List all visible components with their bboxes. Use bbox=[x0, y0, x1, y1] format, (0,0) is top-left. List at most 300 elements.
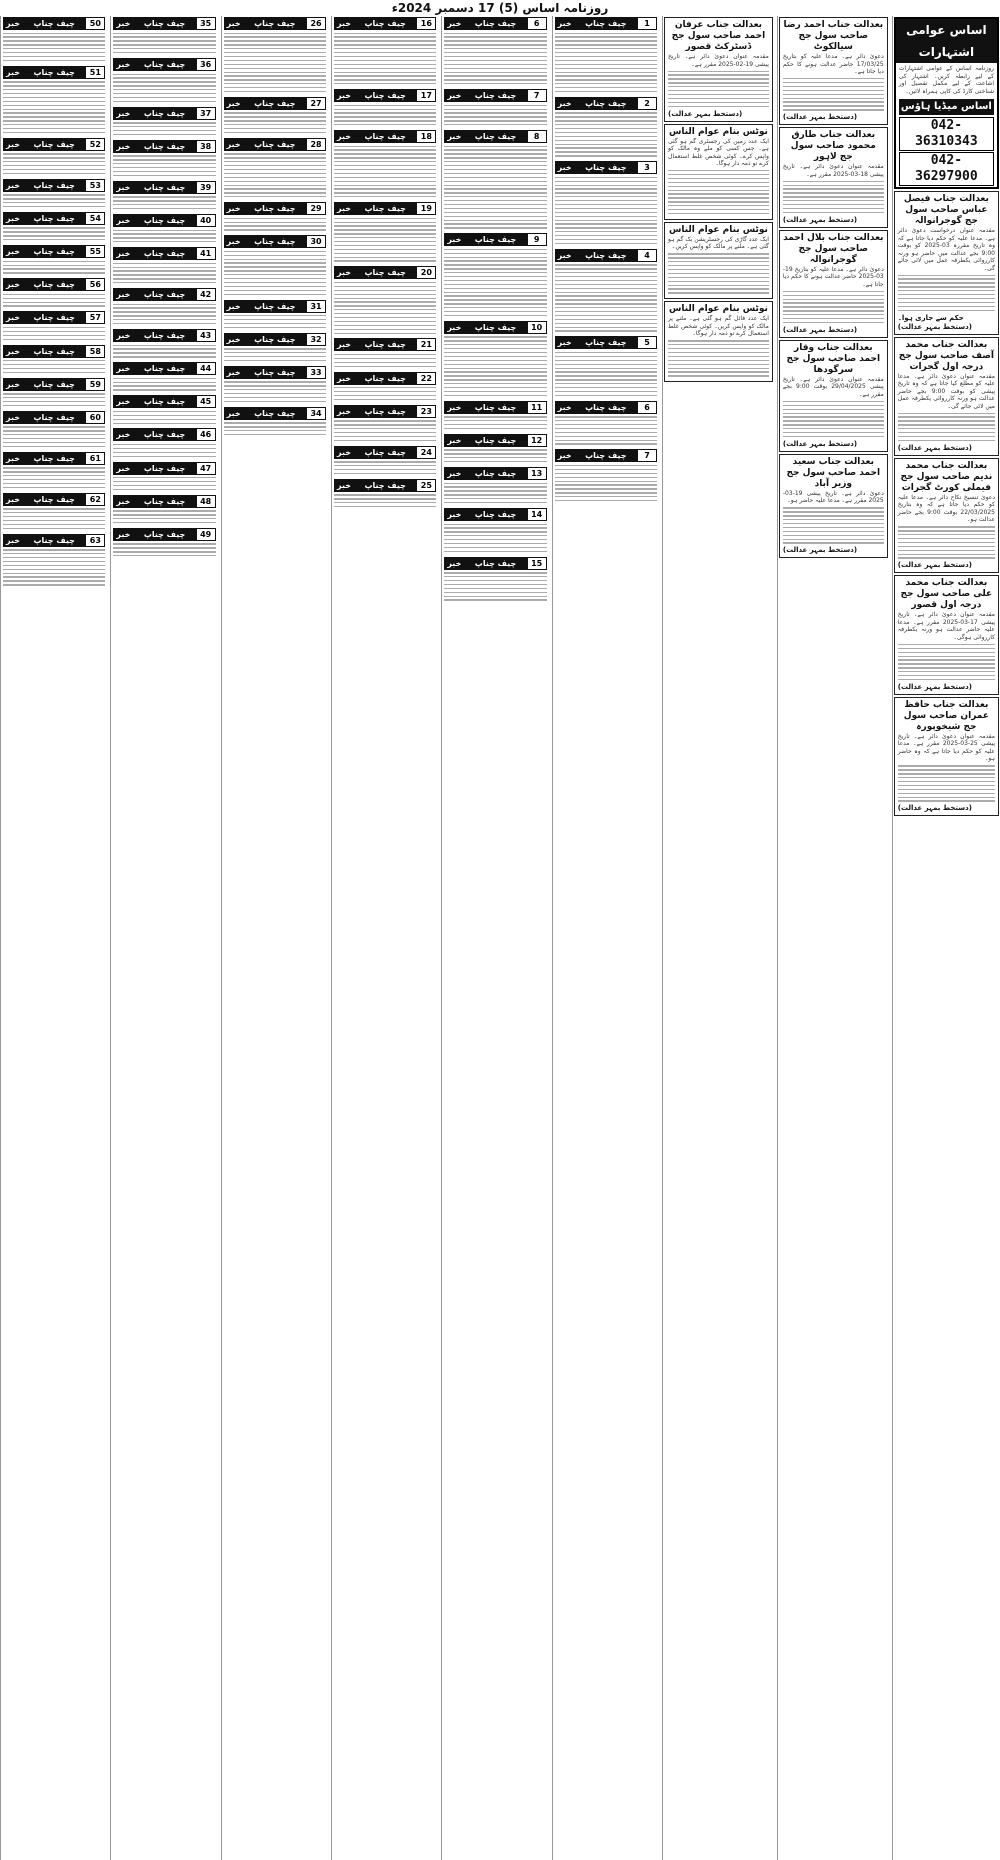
text-line bbox=[334, 257, 436, 258]
text-line bbox=[334, 286, 436, 287]
text-line bbox=[444, 284, 546, 285]
notice-title: بعدالت جناب عرفان احمد صاحب سول جج ڈسٹرکٹ قصور bbox=[671, 20, 766, 52]
news-item-header bbox=[3, 138, 105, 151]
text-line bbox=[334, 309, 436, 310]
text-line bbox=[668, 375, 769, 376]
text-line bbox=[555, 395, 657, 396]
text-line bbox=[444, 383, 546, 384]
text-line bbox=[224, 385, 326, 386]
news-item bbox=[442, 88, 548, 129]
news-item-label: چیف چناپ bbox=[33, 412, 75, 422]
news-item-label: چیف چناپ bbox=[33, 213, 75, 223]
court-notice bbox=[894, 575, 999, 695]
news-column bbox=[441, 16, 548, 1860]
text-line bbox=[555, 364, 657, 365]
text-line bbox=[3, 298, 105, 299]
text-line bbox=[444, 535, 546, 536]
text-line bbox=[444, 288, 546, 289]
text-line bbox=[444, 596, 546, 597]
news-item-header bbox=[113, 181, 215, 194]
text-line bbox=[334, 153, 436, 154]
news-item-header bbox=[224, 407, 326, 420]
news-item-label: چیف چناپ bbox=[585, 338, 627, 348]
news-item bbox=[111, 527, 217, 560]
news-item-number: 35 bbox=[196, 17, 216, 30]
news-item-label: چیف چناپ bbox=[143, 529, 186, 539]
news-text-lines bbox=[3, 360, 105, 373]
text-line bbox=[334, 290, 436, 291]
text-line bbox=[224, 79, 326, 80]
news-item-label: چیف چناپ bbox=[474, 91, 517, 101]
text-line bbox=[668, 98, 769, 99]
text-line bbox=[3, 331, 105, 332]
text-line bbox=[555, 492, 657, 493]
text-line bbox=[224, 255, 326, 256]
text-line bbox=[113, 382, 215, 383]
text-line bbox=[444, 543, 546, 544]
text-line bbox=[898, 275, 995, 276]
news-item-number: 46 bbox=[196, 428, 216, 441]
text-line bbox=[783, 185, 884, 186]
news-item-number: 24 bbox=[416, 446, 436, 459]
news-item-number: 5 bbox=[637, 336, 657, 349]
news-item-number: 8 bbox=[527, 130, 547, 143]
news-text-lines bbox=[3, 549, 105, 585]
text-line bbox=[555, 147, 657, 148]
notice-footer: (دستخط بمہر عدالت) bbox=[782, 215, 858, 224]
ad-text: روزنامہ اساس کے عوامی اشتہارات کے لیے رابطہ کریں۔ اشتہار کی اشاعت کے لیے مکمل تفصیل اور شناختی کارڈ کی کاپی ہمراہ لائیں۔ bbox=[898, 65, 994, 95]
text-line bbox=[224, 266, 326, 267]
news-item-label: چیف چناپ bbox=[143, 215, 186, 225]
text-line bbox=[334, 44, 436, 45]
news-item-number: 58 bbox=[85, 345, 105, 358]
text-line bbox=[334, 321, 436, 322]
text-line bbox=[898, 440, 995, 441]
text-line bbox=[3, 487, 105, 488]
text-line bbox=[898, 659, 995, 660]
text-line bbox=[3, 520, 105, 521]
news-item-number: 26 bbox=[306, 17, 326, 30]
news-item-tag: خبر bbox=[6, 346, 21, 356]
news-item-tag: خبر bbox=[337, 406, 352, 416]
news-text-lines bbox=[444, 249, 546, 316]
text-line bbox=[555, 120, 657, 121]
news-item bbox=[553, 335, 659, 399]
text-line bbox=[444, 360, 546, 361]
text-line bbox=[668, 74, 769, 75]
news-item-number: 15 bbox=[527, 557, 547, 570]
text-line bbox=[3, 60, 105, 61]
text-line bbox=[668, 190, 769, 191]
text-line bbox=[3, 479, 105, 480]
text-line bbox=[334, 325, 436, 326]
text-line bbox=[783, 420, 884, 421]
news-text-lines bbox=[224, 218, 326, 231]
text-line bbox=[334, 391, 436, 392]
text-line bbox=[555, 48, 657, 49]
news-item-tag: خبر bbox=[116, 59, 131, 69]
text-line bbox=[113, 163, 215, 164]
text-line bbox=[444, 584, 546, 585]
text-line bbox=[3, 235, 105, 236]
text-line bbox=[898, 428, 995, 429]
news-text-lines bbox=[113, 122, 215, 135]
notice-footer: (دستخط بمہر عدالت) bbox=[897, 682, 972, 691]
news-item bbox=[111, 106, 217, 139]
text-line bbox=[334, 48, 436, 49]
notice-body: مقدمہ عنوان درخواست دعویٰ دائر ہے۔ مدعا علیہ کو حکم دیا جاتا ہے کہ وہ تاریخ مقررہ 03-2025 کو بوقت 9:00 بجے عدالت میں حاضر ہو ورنہ کارروائی یکطرفہ عمل میں لائی جائے گی۔ bbox=[897, 227, 995, 272]
news-item bbox=[553, 16, 659, 96]
news-item-tag: خبر bbox=[116, 364, 131, 374]
text-line bbox=[113, 159, 215, 160]
news-item bbox=[1, 533, 107, 590]
news-item-tag: خبر bbox=[116, 215, 131, 225]
notices-column-middle bbox=[777, 16, 889, 1860]
text-line bbox=[444, 192, 546, 193]
text-line bbox=[555, 303, 657, 304]
news-item-tag: خبر bbox=[6, 412, 21, 422]
text-line bbox=[113, 77, 215, 78]
news-item bbox=[553, 96, 659, 160]
notice-title: بعدالت جناب طارق محمود صاحب سول جج لاہور bbox=[790, 130, 876, 163]
news-item-tag: خبر bbox=[557, 338, 572, 348]
news-item bbox=[111, 57, 217, 106]
text-line bbox=[3, 231, 105, 232]
news-text-lines bbox=[444, 33, 546, 85]
court-notice bbox=[664, 17, 773, 122]
news-item bbox=[111, 180, 217, 213]
news-item-label: چیف چناپ bbox=[585, 163, 627, 173]
news-item-number: 62 bbox=[85, 493, 105, 506]
ad-press-name: اساس میڈیا ہاؤس bbox=[899, 99, 994, 115]
text-line bbox=[668, 197, 769, 198]
text-line bbox=[444, 60, 546, 61]
text-line bbox=[898, 777, 995, 778]
text-line bbox=[334, 428, 436, 429]
text-line bbox=[783, 519, 884, 520]
text-line bbox=[334, 298, 436, 299]
text-line bbox=[444, 169, 546, 170]
news-item-label: چیف چناپ bbox=[364, 480, 406, 490]
text-line bbox=[113, 311, 215, 312]
text-line bbox=[444, 379, 546, 380]
text-line bbox=[898, 557, 995, 558]
text-line bbox=[3, 169, 105, 170]
text-line bbox=[783, 409, 884, 410]
text-line bbox=[3, 524, 105, 525]
news-text-lines bbox=[334, 354, 436, 367]
text-line bbox=[224, 161, 326, 162]
news-item-label: چیف چناپ bbox=[474, 558, 517, 568]
news-item-tag: خبر bbox=[6, 19, 21, 28]
news-item-label: چیف چناپ bbox=[474, 402, 517, 412]
text-line bbox=[224, 225, 326, 226]
news-item-number: 36 bbox=[196, 58, 216, 71]
text-line bbox=[444, 588, 546, 589]
news-item-label: چیف چناپ bbox=[143, 59, 186, 69]
text-line bbox=[555, 424, 657, 425]
news-text-lines bbox=[334, 33, 436, 85]
court-notice bbox=[894, 458, 999, 574]
text-line bbox=[3, 512, 105, 513]
text-line bbox=[113, 315, 215, 316]
text-line bbox=[113, 101, 215, 102]
text-line bbox=[113, 423, 215, 424]
news-item-tag: خبر bbox=[6, 379, 21, 389]
news-item-number: 13 bbox=[527, 467, 547, 480]
news-item bbox=[222, 406, 328, 439]
news-item-tag: خبر bbox=[557, 19, 572, 28]
text-line bbox=[113, 270, 215, 271]
news-item-header bbox=[555, 401, 657, 414]
text-line bbox=[444, 149, 546, 150]
news-item bbox=[1, 410, 107, 451]
text-line bbox=[3, 173, 105, 174]
news-item-label: چیف چناپ bbox=[364, 204, 406, 214]
text-line bbox=[555, 87, 657, 88]
notice-text-lines bbox=[668, 253, 769, 293]
text-line bbox=[783, 507, 884, 508]
text-line bbox=[113, 167, 215, 168]
news-item-label: چیف چناپ bbox=[33, 19, 75, 28]
text-line bbox=[444, 453, 546, 454]
news-item-tag: خبر bbox=[6, 247, 21, 257]
news-item-label: چیف چناپ bbox=[33, 346, 75, 356]
text-line bbox=[3, 372, 105, 373]
news-text-lines bbox=[334, 387, 436, 400]
newspaper-page bbox=[0, 16, 1000, 1860]
news-item-tag: خبر bbox=[337, 480, 352, 490]
news-item-header bbox=[113, 247, 215, 260]
news-item-header bbox=[3, 534, 105, 547]
text-line bbox=[444, 208, 546, 209]
text-line bbox=[113, 52, 215, 53]
text-line bbox=[334, 432, 436, 433]
text-line bbox=[3, 576, 105, 577]
text-line bbox=[224, 282, 326, 283]
text-line bbox=[3, 467, 105, 468]
text-line bbox=[113, 304, 215, 305]
text-line bbox=[224, 323, 326, 324]
text-line bbox=[3, 112, 105, 113]
text-line bbox=[555, 72, 657, 73]
news-text-lines bbox=[3, 508, 105, 529]
text-line bbox=[555, 200, 657, 201]
text-line bbox=[334, 225, 436, 226]
news-item-label: چیف چناپ bbox=[33, 535, 75, 545]
text-line bbox=[334, 157, 436, 158]
text-line bbox=[668, 201, 769, 202]
text-line bbox=[224, 348, 326, 349]
court-notice bbox=[894, 697, 999, 817]
text-line bbox=[224, 196, 326, 197]
text-line bbox=[783, 204, 884, 205]
text-line bbox=[334, 149, 436, 150]
text-line bbox=[113, 389, 215, 390]
text-line bbox=[898, 416, 995, 417]
text-line bbox=[113, 444, 215, 445]
text-line bbox=[444, 336, 546, 337]
news-item-number: 53 bbox=[85, 179, 105, 192]
news-item-number: 63 bbox=[85, 534, 105, 547]
text-line bbox=[113, 230, 215, 231]
news-item-header bbox=[334, 130, 436, 143]
news-item-header bbox=[113, 107, 215, 120]
news-item-header bbox=[224, 366, 326, 379]
news-item-tag: خبر bbox=[337, 132, 352, 141]
text-line bbox=[113, 48, 215, 49]
text-line bbox=[224, 153, 326, 154]
news-item bbox=[442, 232, 548, 320]
news-column bbox=[221, 16, 328, 1860]
text-line bbox=[444, 68, 546, 69]
text-line bbox=[668, 186, 769, 187]
text-line bbox=[444, 299, 546, 300]
notices-column-right bbox=[892, 16, 1000, 1860]
text-line bbox=[668, 292, 769, 293]
text-line bbox=[3, 335, 105, 336]
text-line bbox=[3, 516, 105, 517]
news-text-lines bbox=[555, 177, 657, 244]
text-line bbox=[224, 177, 326, 178]
news-item bbox=[222, 137, 328, 201]
news-item-tag: خبر bbox=[447, 509, 462, 519]
text-line bbox=[444, 387, 546, 388]
text-line bbox=[113, 44, 215, 45]
news-text-lines bbox=[444, 524, 546, 553]
text-line bbox=[668, 344, 769, 345]
notice-text-lines bbox=[898, 275, 995, 311]
text-line bbox=[444, 340, 546, 341]
news-column bbox=[0, 16, 107, 1860]
text-line bbox=[334, 124, 436, 125]
text-line bbox=[668, 261, 769, 262]
text-line bbox=[113, 175, 215, 176]
text-line bbox=[334, 222, 436, 223]
news-item-number: 6 bbox=[637, 401, 657, 414]
text-line bbox=[3, 101, 105, 102]
news-text-lines bbox=[444, 336, 546, 396]
news-text-lines bbox=[113, 543, 215, 556]
news-item-number: 41 bbox=[196, 247, 216, 260]
news-item-label: چیف چناپ bbox=[143, 19, 186, 28]
news-item-header bbox=[555, 449, 657, 462]
text-line bbox=[783, 105, 884, 106]
news-item-number: 4 bbox=[637, 249, 657, 262]
news-item-label: چیف چناپ bbox=[474, 322, 517, 332]
news-item-header bbox=[113, 362, 215, 375]
news-item-number: 59 bbox=[85, 378, 105, 391]
text-line bbox=[898, 413, 995, 414]
text-line bbox=[444, 173, 546, 174]
text-line bbox=[898, 675, 995, 676]
news-text-lines bbox=[113, 411, 215, 424]
news-item-number: 1 bbox=[637, 17, 657, 30]
text-line bbox=[444, 368, 546, 369]
news-item bbox=[442, 556, 548, 605]
text-line bbox=[3, 198, 105, 199]
notice-title: بعدالت جناب وقار احمد صاحب سول جج سرگودھا bbox=[786, 342, 881, 375]
text-line bbox=[444, 364, 546, 365]
text-line bbox=[555, 488, 657, 489]
text-line bbox=[898, 671, 995, 672]
notice-body: دعویٰ تنسیخ نکاح دائر ہے۔ مدعا علیہ کو حکم دیا جاتا ہے کہ وہ بتاریخ 22/03/2025 بوقت 9:00 بجے حاضر عدالت ہو۔ bbox=[897, 493, 995, 524]
news-item bbox=[222, 96, 328, 137]
news-item bbox=[553, 448, 659, 505]
text-line bbox=[898, 644, 995, 645]
news-item-header bbox=[334, 17, 436, 30]
text-line bbox=[783, 109, 884, 110]
text-line bbox=[555, 284, 657, 285]
news-item-header bbox=[334, 89, 436, 102]
news-item-header bbox=[3, 345, 105, 358]
news-text-lines bbox=[113, 74, 215, 103]
text-line bbox=[783, 314, 884, 315]
text-line bbox=[555, 496, 657, 497]
text-line bbox=[113, 40, 215, 41]
text-line bbox=[334, 185, 436, 186]
notice-title: بعدالت جناب حافظ عمران صاحب سول جج شیخوپورہ bbox=[903, 699, 989, 732]
news-item bbox=[332, 404, 438, 445]
text-line bbox=[3, 475, 105, 476]
text-line bbox=[224, 165, 326, 166]
news-item bbox=[553, 160, 659, 248]
news-item bbox=[332, 129, 438, 201]
news-item-number: 21 bbox=[416, 338, 436, 351]
text-line bbox=[224, 75, 326, 76]
text-line bbox=[334, 465, 436, 466]
news-item-number: 27 bbox=[306, 97, 326, 110]
text-line bbox=[898, 538, 995, 539]
text-line bbox=[783, 523, 884, 524]
court-notice bbox=[664, 124, 773, 220]
text-line bbox=[3, 327, 105, 328]
text-line bbox=[555, 220, 657, 221]
news-item-tag: خبر bbox=[447, 91, 462, 101]
text-line bbox=[3, 294, 105, 295]
news-item-tag: خبر bbox=[116, 108, 131, 118]
text-line bbox=[113, 282, 215, 283]
notice-text-lines bbox=[783, 507, 884, 543]
text-line bbox=[444, 253, 546, 254]
news-item bbox=[1, 211, 107, 244]
text-line bbox=[113, 448, 215, 449]
text-line bbox=[555, 484, 657, 485]
text-line bbox=[898, 436, 995, 437]
text-line bbox=[898, 656, 995, 657]
news-item-tag: خبر bbox=[226, 237, 241, 247]
notice-body: دعویٰ دائر ہے۔ تاریخ پیشی 19-03-2025 مقرر ہے۔ مدعا علیہ حاضر ہو۔ bbox=[782, 489, 884, 505]
text-line bbox=[555, 469, 657, 470]
text-line bbox=[224, 389, 326, 390]
text-line bbox=[898, 278, 995, 279]
news-item-label: چیف چناپ bbox=[474, 468, 517, 478]
news-item-tag: خبر bbox=[116, 249, 131, 259]
news-column bbox=[331, 16, 438, 1860]
text-line bbox=[334, 241, 436, 242]
text-line bbox=[3, 124, 105, 125]
text-line bbox=[3, 272, 105, 273]
text-line bbox=[334, 146, 436, 147]
news-item-header bbox=[334, 266, 436, 279]
news-item-number: 31 bbox=[306, 300, 326, 313]
text-line bbox=[898, 793, 995, 794]
news-item-header bbox=[555, 97, 657, 110]
news-text-lines bbox=[113, 230, 215, 243]
news-item-number: 39 bbox=[196, 181, 216, 194]
text-line bbox=[224, 401, 326, 402]
text-line bbox=[668, 94, 769, 95]
